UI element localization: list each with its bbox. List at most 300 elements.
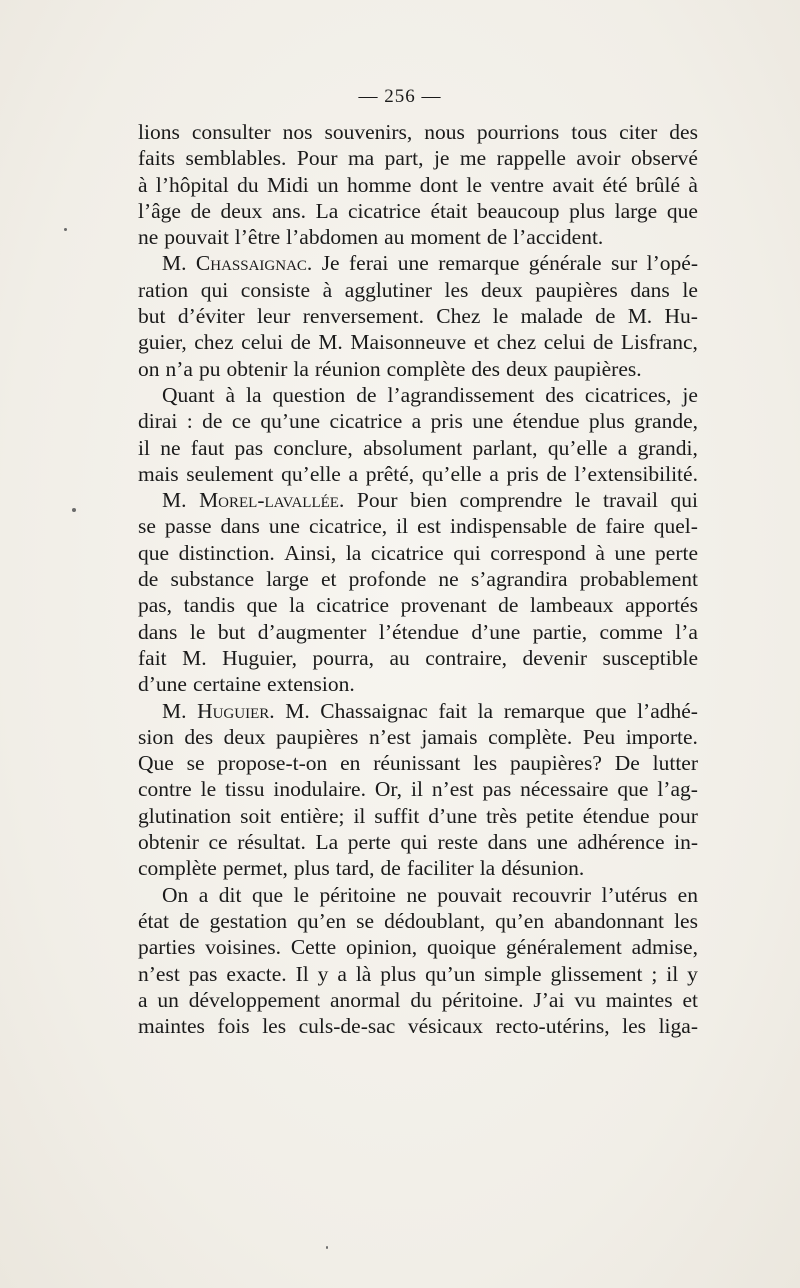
word: voisines. [205,935,281,960]
word: le [574,488,591,513]
word: une [268,514,300,539]
word: perte [655,540,698,565]
word: faciliter [406,856,474,881]
word: but [138,304,166,329]
text-line [138,513,698,539]
text-line [138,119,698,145]
word: les [473,751,498,776]
word: l’ag- [657,777,698,802]
word: qu’une [260,409,321,434]
word: n’est [431,777,474,802]
word: qui [400,830,428,855]
word: parlant, [472,435,538,460]
word: adhérence [577,830,665,855]
text-line [138,540,698,566]
text-line [138,250,698,276]
word: la [289,593,305,618]
word: large [266,567,309,592]
word: en [677,882,698,907]
word: guier, [138,330,187,355]
word: fait [138,645,167,670]
word: pouvait [437,882,502,907]
word: La [315,198,339,223]
word: ferai [349,251,389,276]
word: les [622,1014,647,1039]
word: deux [220,198,263,223]
word: ce [208,830,228,855]
word: semblables. [185,146,287,171]
word: glutination [138,803,232,828]
text-line [138,961,698,987]
word: d’augmenter [257,619,367,644]
word: Il [295,961,309,986]
text-line [138,855,698,881]
word: lutter [652,751,698,776]
word: souvenirs, [324,120,413,144]
word: propose-t-on [217,751,328,776]
word: l’abdomen [286,225,379,250]
word: De [614,751,640,776]
word: Midi [266,172,309,197]
text-line [138,619,698,645]
word: au [389,645,410,670]
word: n’est [138,961,180,986]
word: des [545,382,574,407]
word: à [322,277,333,302]
word: plus [569,198,605,223]
text-line [138,987,698,1013]
word: absolument [363,435,463,460]
word: cicatrice [370,540,444,565]
word: d’une [428,803,478,828]
word: contre [138,777,192,802]
word: deux [223,724,266,749]
word: pourrions [476,120,560,144]
word: est [417,514,441,539]
word: d’une [471,619,521,644]
word: ans. [271,198,307,223]
word: observé [631,146,698,171]
word: ; [651,961,658,986]
word: Maisonneuve [350,330,467,355]
word: avait [552,172,595,197]
word: seulement [186,461,274,486]
word: tissu [225,777,265,802]
word: pas, [138,593,173,618]
word: glissement [550,961,643,986]
word: Peu [582,724,616,749]
word: apportés [625,593,698,618]
word: l’opé- [646,251,698,276]
word: anormal [330,987,401,1012]
word: part, [384,146,424,171]
word: qu’en [297,908,347,933]
word: plus [293,856,330,881]
word: un [157,987,179,1012]
word: ventre [490,172,544,197]
word: a [617,435,628,460]
word: moment [410,225,481,250]
word: se [138,514,156,539]
word: n’est [369,724,411,749]
word: faire [605,514,645,539]
word: liga- [658,1014,698,1039]
word: suffit [374,803,420,828]
word: que [617,777,649,802]
word: à [595,540,605,565]
word: il [396,514,409,539]
word: le [189,619,206,644]
word: parties [138,935,196,960]
word: il [666,961,679,986]
word: une [614,540,646,565]
word: qu’elle [421,461,482,486]
word: jamais [421,724,478,749]
word: de [498,593,519,618]
word: se [356,908,375,933]
word: ration [138,277,189,302]
word: grandi, [637,435,698,460]
word: du [237,172,259,197]
text-line [138,750,698,776]
word: la [345,540,362,565]
word: développement [188,987,321,1012]
word: cicatrice [329,409,403,434]
word: pu [198,356,221,381]
word: de [179,908,200,933]
word: On [162,882,189,907]
word: là [355,961,372,986]
word: tard, [335,856,375,881]
word: obtenir [226,356,288,381]
word: que [138,540,170,565]
word: extension. [266,672,355,697]
word: et [682,987,698,1012]
word: abandonnant [554,908,665,933]
word: chez [194,330,234,355]
word: l’étendue [378,619,459,644]
text-line [138,172,698,198]
word: citer [619,120,658,144]
word: un [317,172,339,197]
word: au [384,225,405,250]
word: quel- [653,514,698,539]
word: de [380,856,401,881]
word: pris [430,409,463,434]
word: l’a [675,619,698,644]
word: M. [162,698,187,723]
word: question [272,382,346,407]
word: à [688,172,698,197]
word: de [486,225,508,250]
text-line [138,277,698,303]
word: il [353,803,366,828]
word: dont [419,172,459,197]
word: à [225,382,236,407]
word: Lisfranc, [620,330,698,355]
word: Chez [436,304,481,329]
word: Huguier. [197,698,275,723]
word: étendue [582,803,650,828]
word: substance [170,567,255,592]
word: M. [162,251,187,276]
word: importe. [625,724,698,749]
word: certaine [192,672,261,697]
word: lambeaux [529,593,614,618]
word: généralement [506,935,622,960]
word: réunion [314,356,381,381]
word: paupières? [509,751,602,776]
text-line [138,803,698,829]
word: l’âge [138,198,181,223]
word: consiste [240,277,311,302]
text-line [138,882,698,908]
word: opinion, [346,935,418,960]
word: paupières [535,277,618,302]
paper-speck [72,508,76,512]
text-line [138,934,698,960]
word: pris [506,461,539,486]
word: Pour [356,488,398,513]
text-line [138,592,698,618]
word: l’adhé- [637,698,698,723]
word: M. [318,330,343,355]
word: avoir [576,146,621,171]
word: des [669,120,698,144]
word: agglutiner [344,277,432,302]
word: des [471,356,501,381]
word: profonde [348,567,427,592]
word: du [410,987,432,1012]
word: bien [410,488,448,513]
word: le [682,277,698,302]
word: pour [658,803,698,828]
word: exacte. [226,961,287,986]
word: le [466,172,482,197]
word: de [593,330,614,355]
word: travail [603,488,658,513]
word: l’utérus [601,882,668,907]
word: il [410,777,423,802]
word: remarque [438,251,520,276]
word: M. [182,645,207,670]
word: obtenir [138,830,199,855]
word: pas [188,961,218,986]
word: état [138,908,170,933]
word: tous [571,120,608,144]
word: Quant [162,382,215,407]
word: s’agrandira [470,567,568,592]
word: M. [627,304,653,329]
word: correspond [490,540,586,565]
word: que [246,593,278,618]
word: vésicaux [407,1014,484,1039]
word: J’ai [533,987,565,1012]
word: dans [138,619,178,644]
word: deux [481,277,523,302]
word: maintes [605,987,673,1012]
body-text [138,119,698,1039]
word: qu’elle [547,435,608,460]
word: de [290,330,311,355]
word: tandis [183,593,235,618]
word: distinction. [178,540,275,565]
word: provenant [400,593,487,618]
word: étendue [512,409,580,434]
word: but [217,619,246,644]
word: la [479,856,496,881]
text-line [138,198,698,224]
word: qui [200,277,229,302]
word: générale [528,251,602,276]
word: contraire, [425,645,508,670]
word: de [595,304,616,329]
word: a [337,961,347,986]
word: celui [241,330,283,355]
word: les [262,1014,287,1039]
word: sion [138,724,174,749]
word: faut [190,435,225,460]
word: dédoublant, [384,908,486,933]
word: nécessaire [520,777,609,802]
word: ma [347,146,375,171]
word: maintes [138,1014,205,1039]
word: a [489,461,499,486]
word: dans [630,277,670,302]
word: sur [610,251,638,276]
word: petite [526,803,574,828]
word: était [430,198,468,223]
word: désunion. [501,856,585,881]
word: me [459,146,487,171]
word: a [138,987,148,1012]
word: probablement [579,567,698,592]
word: conclure, [273,435,353,460]
word: Chassaignac [320,698,428,723]
word: pourra, [312,645,375,670]
word: n’a [165,356,193,381]
word: complète. [488,724,573,749]
word: cicatrice, [308,514,388,539]
word: dans [487,830,528,855]
word: Or, [374,777,403,802]
text-line [138,382,698,408]
word: grande, [634,409,698,434]
word: deux [506,356,548,381]
word: en [340,751,361,776]
word: que [251,882,284,907]
word: large [614,198,658,223]
word: in- [674,830,698,855]
word: ne [138,225,159,250]
word: celui [543,330,586,355]
word: M. [162,488,187,513]
paper-speck [326,1246,328,1249]
text-line [138,356,698,382]
word: l’agrandissement [387,382,535,407]
word: : [186,409,193,434]
word: mais [138,461,179,486]
text-line [138,829,698,855]
word: y [687,961,698,986]
word: d’une [138,672,187,697]
word: de [546,461,567,486]
word: le [492,304,509,329]
text-line [138,303,698,329]
word: Huguier, [222,645,298,670]
word: paupières [276,724,359,749]
word: Morel-lavallée. [199,488,345,513]
word: de [576,514,597,539]
text-line [138,776,698,802]
word: beaucoup [477,198,560,223]
word: passe [164,514,212,539]
word: les [674,908,698,933]
word: complète [386,356,466,381]
word: entière; [280,803,345,828]
word: a [411,409,422,434]
word: gestation [209,908,288,933]
text-line [138,329,698,355]
text-line [138,566,698,592]
word: pas [234,435,264,460]
word: nos [282,120,313,144]
word: simple [484,961,542,986]
word: fait [438,698,467,723]
word: que [595,698,627,723]
word: leur [257,304,291,329]
word: je [433,146,450,171]
word: plus [380,961,417,986]
word: partie, [532,619,588,644]
word: une [536,830,568,855]
word: les [444,277,469,302]
word: lions [138,120,180,144]
word: une [472,409,504,434]
word: chez [496,330,537,355]
page-number: — 256 — [358,86,442,107]
word: recto-utérins, [495,1014,610,1039]
word: qu’en [495,908,545,933]
word: complète [138,856,217,881]
word: l’extensibilité. [574,461,698,486]
word: brûlé [635,172,681,197]
word: ne [160,435,181,460]
word: admise, [631,935,698,960]
word: pas [482,777,512,802]
word: susceptible [602,645,698,670]
text-line [138,908,698,934]
word: Pour [296,146,338,171]
word: y [317,961,329,986]
word: des [184,724,214,749]
word: Hu- [664,304,698,329]
word: devenir [522,645,587,670]
word: nous [424,120,465,144]
word: d’éviter [177,304,245,329]
word: cicatrices, [584,382,672,407]
word: la [245,382,262,407]
word: que [666,198,698,223]
word: je [682,382,698,407]
word: la [477,698,494,723]
word: Cette [290,935,337,960]
word: paupières. [553,356,642,381]
word: très [486,803,518,828]
word: le [293,882,310,907]
text-line [138,435,698,461]
text-line [138,487,698,513]
